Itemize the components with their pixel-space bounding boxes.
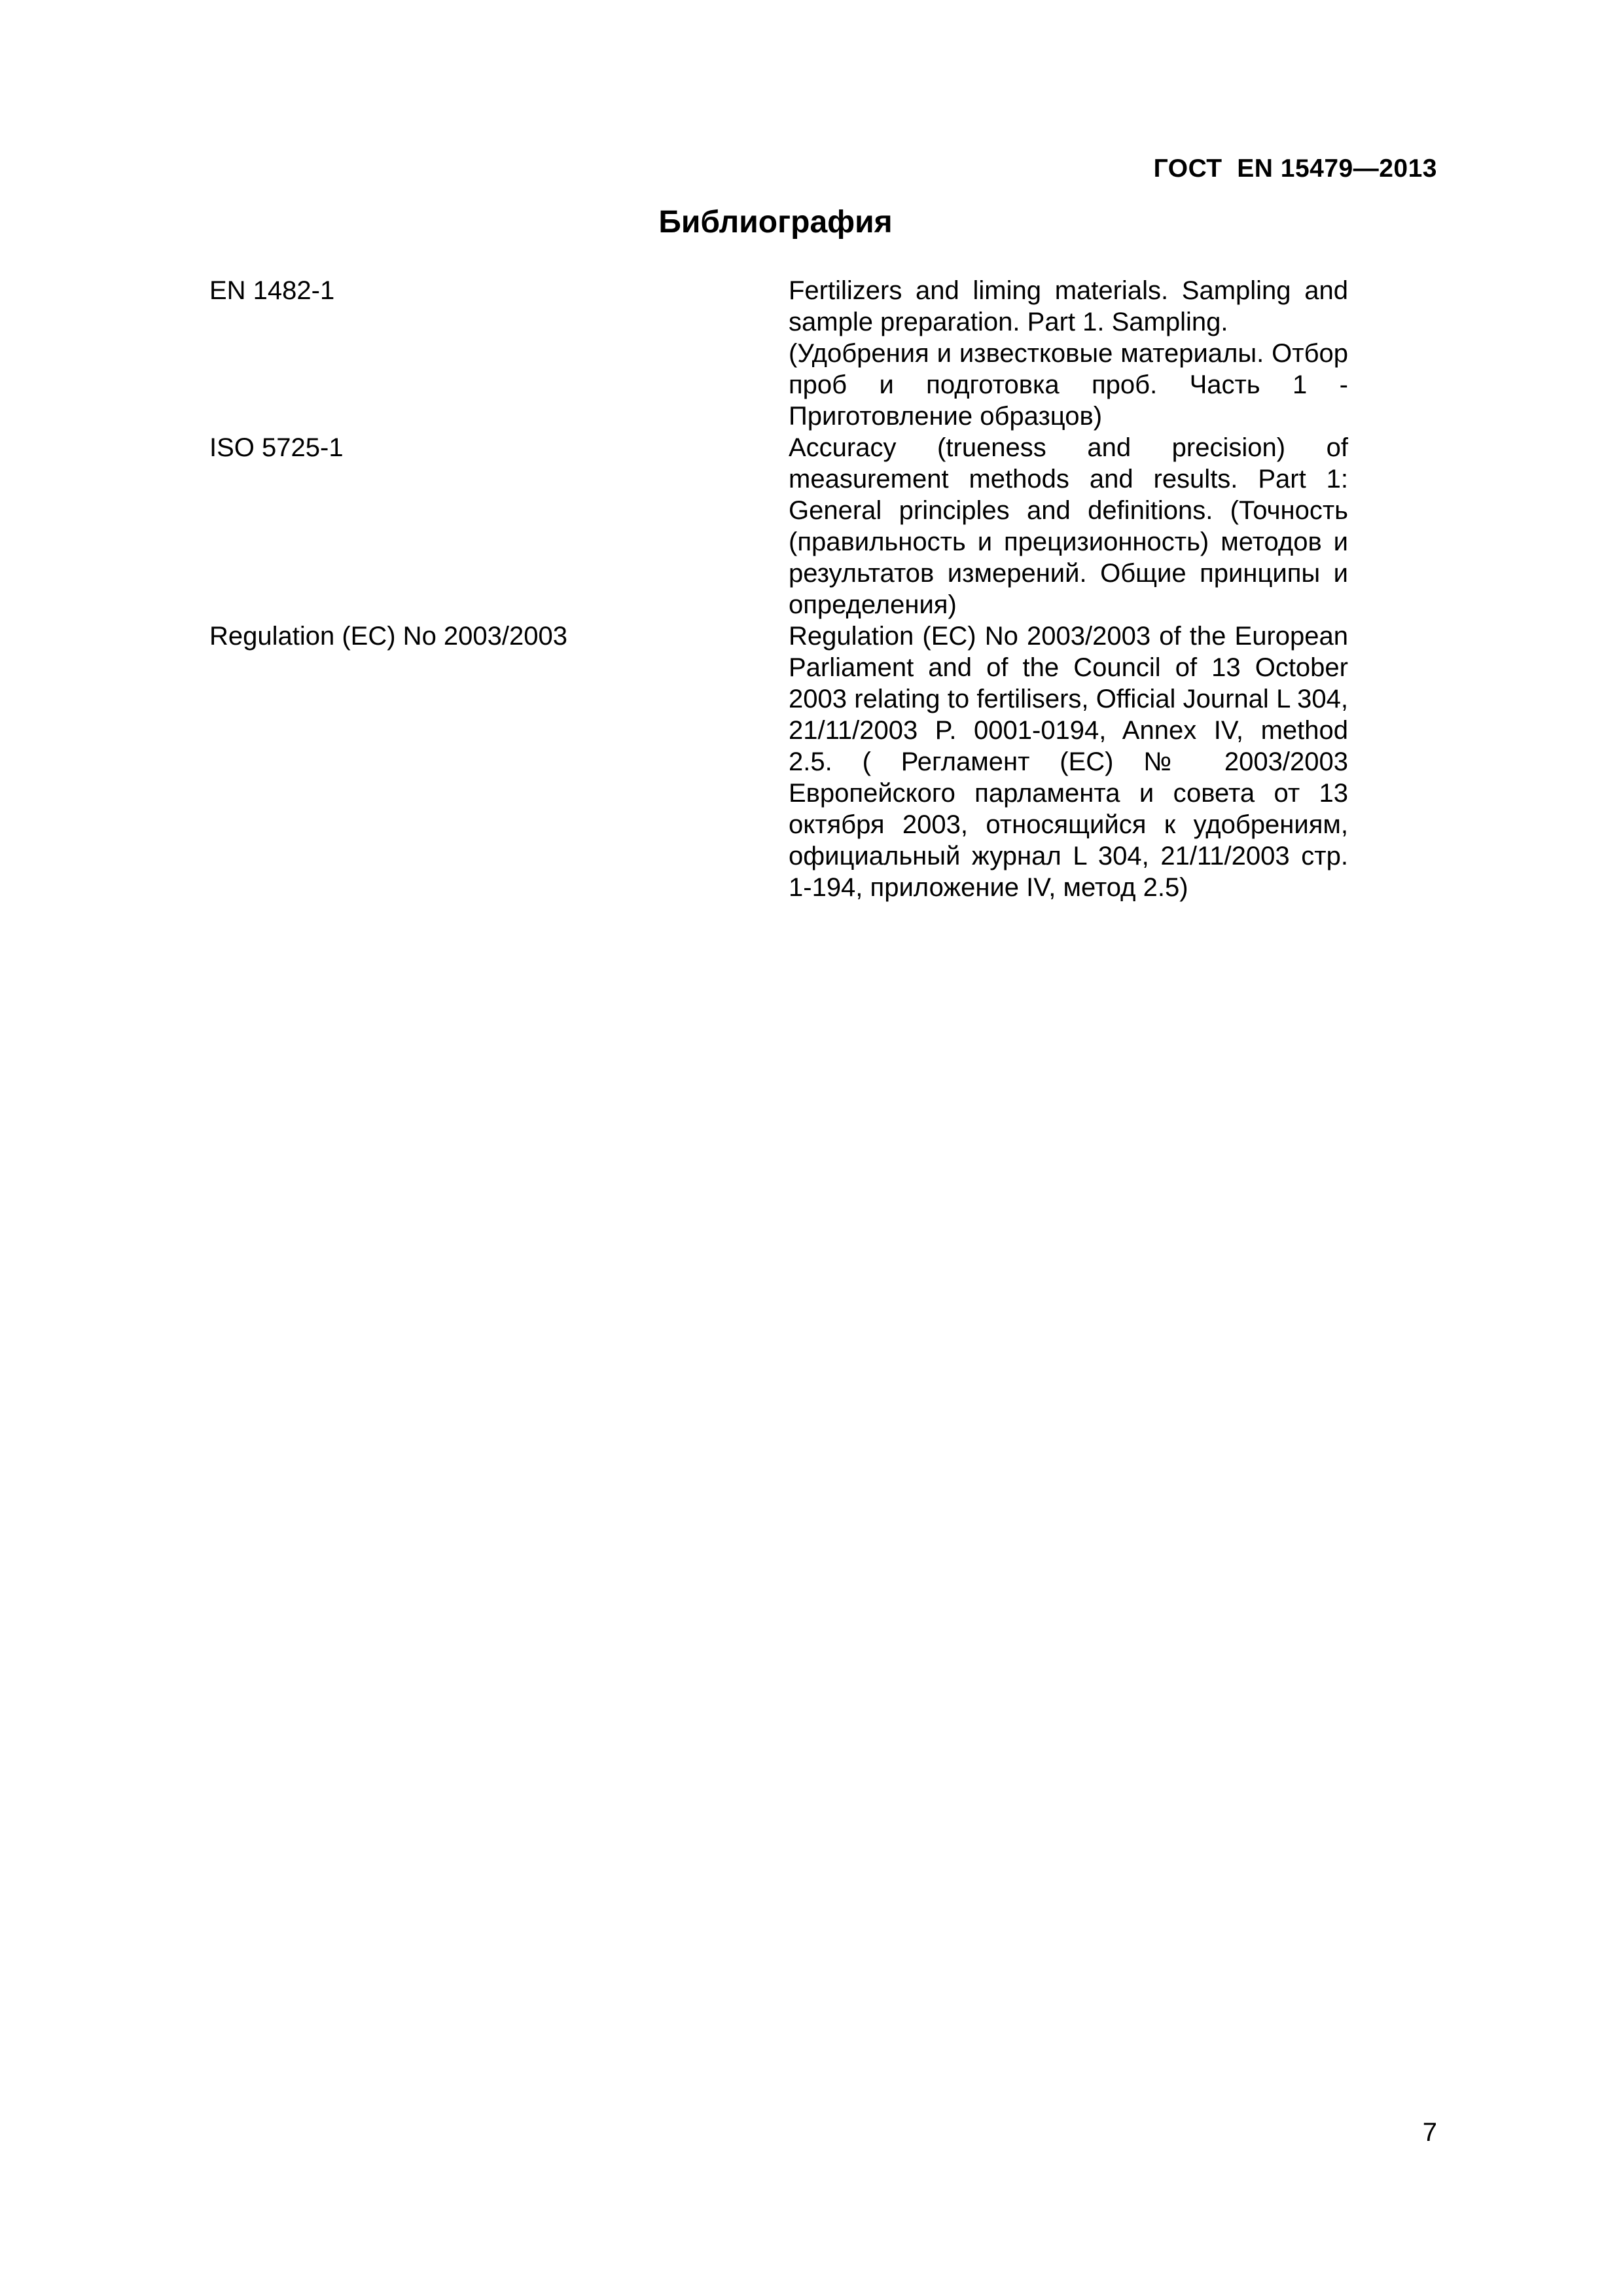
bibliography-code: Regulation (EC) No 2003/2003 [209,622,568,651]
bibliography-code: EN 1482-1 [209,276,335,305]
bibliography-description-block [789,275,1348,432]
bibliography-entry [209,432,1348,620]
page-title: Библиография [658,205,893,240]
bibliography-description: Fertilizers and liming materials. Sampling and sample preparation. Part 1. Sampling. [789,276,1348,336]
page-number: 7 [1422,2118,1437,2147]
bibliography-entry [209,620,1348,903]
bibliography-description-block [789,620,1348,903]
document-standard-code: ГОСТ EN 15479—2013 [1153,154,1437,183]
bibliography-code: ISO 5725-1 [209,433,344,462]
bibliography-description: Regulation (EC) No 2003/2003 of the European Parliament and of the Council of 13 October 2003 relating to fertilisers, Official Journal L 304, 21/11/2003 P. 0001-0194, Annex IV, method 2.5. ( Регламент (ЕС) № 2003/2003 Европейского парламента и совета от 13 октября 2003, относящийся к удобрениям, официальный журнал L 304, 21/11/2003 стр. 1-194, приложение IV, метод 2.5) [789,622,1348,902]
bibliography-translation: (Удобрения и известковые материалы. Отбор проб и подготовка проб. Часть 1 - Приготовление образцов) [789,339,1348,431]
bibliography-description: Accuracy (trueness and precision) of measurement methods and results. Part 1: General principles and definitions. (Точность (правильность и прецизионность) методов и результатов измерений. Общие принципы и определения) [789,433,1348,619]
bibliography-description-block [789,432,1348,620]
bibliography-entry [209,275,1348,432]
bibliography-list [209,275,1348,903]
